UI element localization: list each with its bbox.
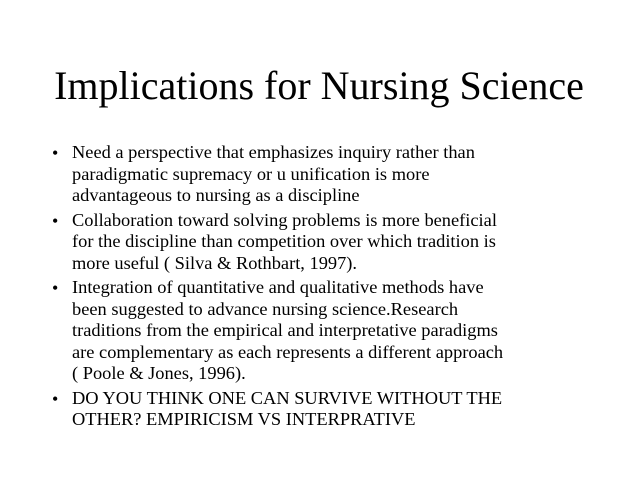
bullet-item	[52, 388, 592, 431]
bullet-text-line: are complementary as each represents a different approach	[72, 341, 504, 362]
bullet-text-line: more useful ( Silva & Rothbart, 1997).	[72, 252, 358, 273]
bullet-item	[52, 142, 592, 207]
bullet-text-line: Integration of quantitative and qualitative methods have	[72, 277, 484, 297]
bullet-marker: •	[52, 388, 59, 409]
bullet-list	[52, 142, 592, 434]
bullet-marker: •	[52, 210, 59, 231]
bullet-text-line: ( Poole & Jones, 1996).	[72, 363, 246, 383]
bullet-text-line: OTHER? EMPIRICISM VS INTERPRATIVE	[72, 409, 416, 429]
slide-title: Implications for Nursing Science	[54, 63, 584, 108]
bullet-text-line: DO YOU THINK ONE CAN SURVIVE WITHOUT THE	[72, 387, 503, 408]
bullet-item	[52, 210, 592, 275]
bullet-marker: •	[52, 143, 59, 163]
bullet-text-line: for the discipline than competition over which tradition is	[72, 231, 496, 251]
bullet-text-line: been suggested to advance nursing science.Research	[72, 298, 459, 319]
bullet-text-line: Collaboration toward solving problems is more beneficial	[72, 209, 497, 230]
bullet-text-line: paradigmatic supremacy or u unification is more	[72, 163, 430, 184]
bullet-text-line: advantageous to nursing as a discipline	[72, 185, 360, 205]
bullet-item	[52, 277, 592, 385]
bullet-text-line: traditions from the empirical and interpretative paradigms	[72, 320, 498, 340]
bullet-text-line: Need a perspective that emphasizes inquiry rather than	[72, 142, 475, 162]
bullet-marker: •	[52, 278, 59, 298]
